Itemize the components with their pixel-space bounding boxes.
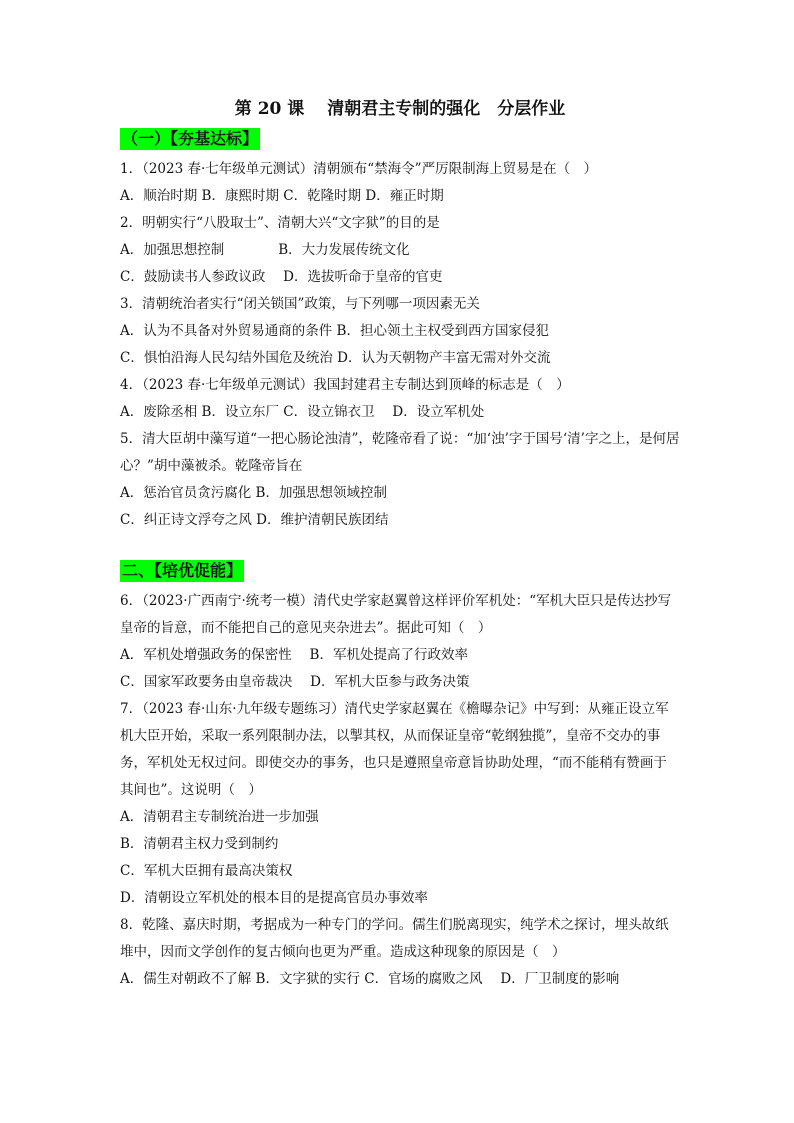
question-item [120,372,680,426]
answer-options-line: C．国家军政要务由皇帝裁决 D．军机大臣参与政务决策 [120,674,470,690]
question-stem: 7．（2023 春·山东·九年级专题练习）清代史学家赵翼在《檐曝杂记》中写到：从雍正设立军机大臣开始，采取一系列限制办法，以掣其权，从而保证皇帝“乾纲独揽”，皇帝不交办的事务，军机处无权过问。即使交办的事务，也只是遵照皇帝意旨协助处理，“而不能稍有赞画于其间也”。这说明（ ） [120,701,669,798]
question-item [120,912,680,993]
question-item [120,696,680,912]
question-item [120,210,680,291]
answer-options-line: C．纠正诗文浮夸之风 D．维护清朝民族团结 [120,512,389,528]
question-item [120,291,680,372]
answer-options-line: A．惩治官员贪污腐化 B．加强思想领域控制 [120,485,387,501]
question-stem: 3．清朝统治者实行“闭关锁国”政策，与下列哪一项因素无关 [120,296,480,312]
question-stem: 5．清大臣胡中藻写道“一把心肠论浊清”，乾隆帝看了说：“加‘浊’字于国号‘清’字之上，是何居心？”胡中藻被杀。乾隆帝旨在 [120,431,680,474]
answer-options-line: D．清朝设立军机处的根本目的是提高官员办事效率 [120,890,428,906]
question-item [120,588,680,696]
sections-container [120,128,680,993]
answer-options-line: A．加强思想控制 B．大力发展传统文化 [120,242,410,258]
section-heading: 二、【培优促能】 [122,561,243,580]
page-title: 第 20 课 清朝君主专制的强化 分层作业 [234,99,566,119]
question-stem: 8．乾隆、嘉庆时期，考据成为一种专门的学问。儒生们脱离现实，纯学术之探讨，埋头故纸堆中，因而文学创作的复古倾向也更为严重。造成这种现象的原因是（ ） [120,917,669,960]
question-stem: 1．（2023 春·七年级单元测试）清朝颁布“禁海令”严厉限制海上贸易是在（ ） [120,161,598,177]
answer-options-line: C．鼓励读书人参政议政 D．选拔听命于皇帝的官吏 [120,269,443,285]
worksheet-content [120,96,680,993]
answer-options-line: A．顺治时期 B．康熙时期 C．乾隆时期 D．雍正时期 [120,188,444,204]
answer-options-line: A．认为不具备对外贸易通商的条件 B．担心领土主权受到西方国家侵犯 [120,323,549,339]
answer-options-line: C．惧怕沿海人民勾结外国危及统治 D．认为天朝物产丰富无需对外交流 [120,350,551,366]
question-item [120,426,680,534]
answer-options-line: A．废除丞相 B．设立东厂 C．设立锦衣卫 D．设立军机处 [120,404,485,420]
answer-options-line: A．儒生对朝政不了解 B．文字狱的实行 C．官场的腐败之风 D．厂卫制度的影响 [120,971,620,987]
answer-options-line: B．清朝君主权力受到制约 [120,836,279,852]
answer-options-line: C．军机大臣拥有最高决策权 [120,863,293,879]
question-stem: 2．明朝实行“八股取士”、清朝大兴“文字狱”的目的是 [120,215,440,231]
question-item [120,156,680,210]
answer-options-line: A．军机处增强政务的保密性 B．军机处提高了行政效率 [120,647,468,663]
question-stem: 6．（2023·广西南宁·统考一模）清代史学家赵翼曾这样评价军机处：“军机大臣只是传达抄写皇帝的旨意，而不能把自己的意见夹杂进去”。据此可知（ ） [120,593,672,636]
answer-options-line: A．清朝君主专制统治进一步加强 [120,809,319,825]
section-heading: （一）【夯基达标】 [122,129,259,148]
question-stem: 4．（2023 春·七年级单元测试）我国封建君主专制达到顶峰的标志是（ ） [120,377,570,393]
